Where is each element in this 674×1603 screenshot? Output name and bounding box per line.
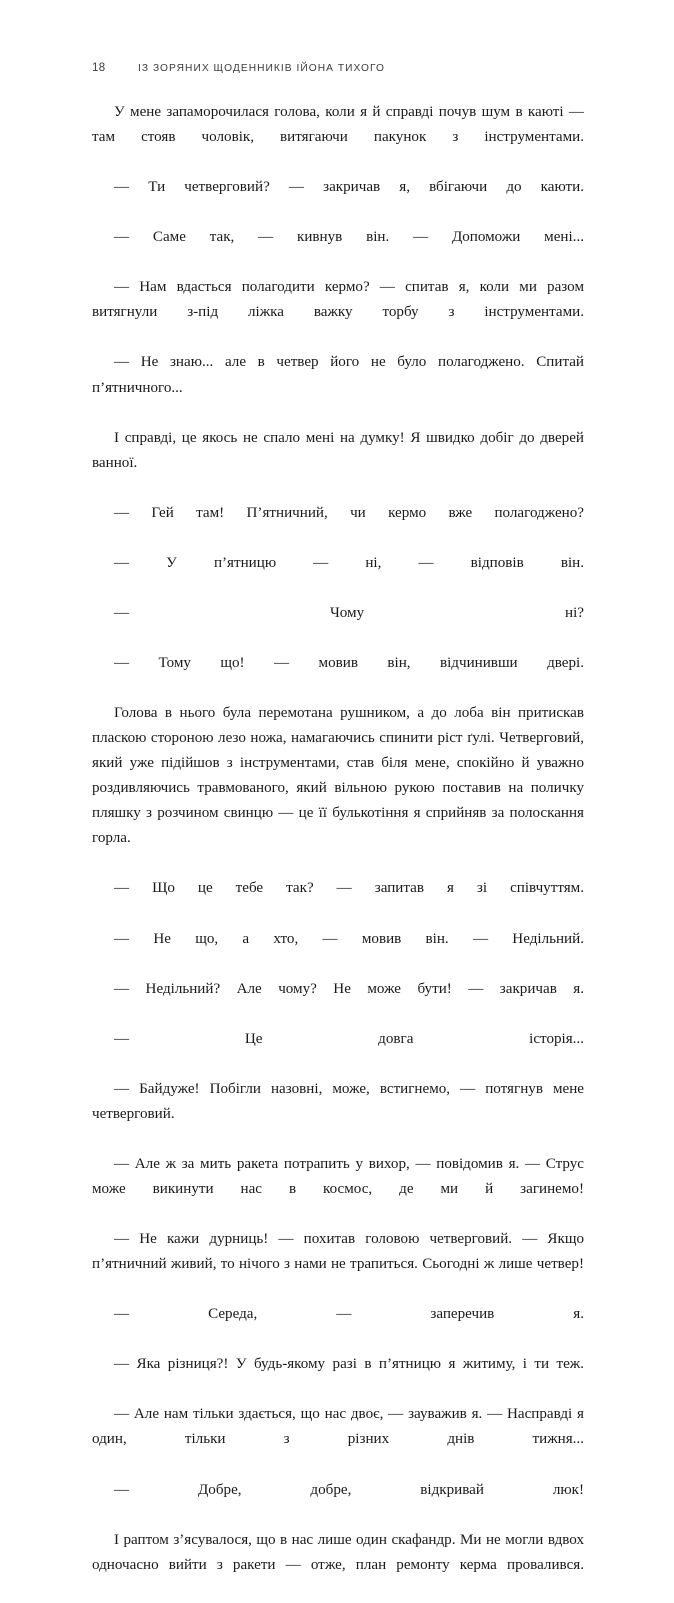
paragraph: — Але ж за мить ракета потрапить у вихор, — повідомив я. — Струс може викинути нас в космос, де ми й загинемо! [92, 1155, 584, 1198]
paragraph: — Нам вдасться полагодити кермо? — спитав я, коли ми разом витягнули з-під ліжка важку торбу з інструментами. [92, 279, 584, 321]
paragraph: — Але нам тільки здається, що нас двоє, — зауважив я. — Насправді я один, тільки з різних днів тижня... [92, 1406, 584, 1448]
paragraph: І раптом з’ясувалося, що в нас лише один скафандр. Ми не могли вдвох одночасно вийти з ракети — отже, план ремонту керма провалився. [92, 1531, 584, 1573]
paragraph: — Саме так, — кивнув він. — Допоможи мені... [114, 229, 584, 246]
paragraph: — Не знаю... але в четвер його не було полагоджено. Спитай п’ятничного... [92, 354, 584, 396]
paragraph: — Ти четверговий? — закричав я, вбігаючи до каюти. [114, 179, 584, 196]
paragraph: — Чому ні? [114, 604, 584, 621]
paragraph: — Байдуже! Побігли назовні, може, встигнемо, — потягнув мене четверговий. [92, 1080, 584, 1122]
paragraph: — Гей там! П’ятничний, чи кермо вже полагоджено? [114, 504, 584, 521]
paragraph: — Не кажи дурниць! — похитав головою четверговий. — Якщо п’ятничний живий, то нічого з нами не трапиться. Сьогодні ж лише четвер! [92, 1231, 584, 1273]
paragraph: — Що це тебе так? — запитав я зі співчуттям. [114, 880, 584, 897]
paragraph: — Не що, а хто, — мовив він. — Недільний. [114, 930, 584, 947]
paragraph: — Яка різниця?! У будь-якому разі в п’ятницю я житиму, і ти теж. [114, 1356, 584, 1373]
paragraph: — Середа, — заперечив я. [114, 1306, 584, 1323]
body-text-block [92, 100, 584, 1603]
paragraph: — Добре, добре, відкривай люк! [114, 1481, 584, 1498]
paragraph: У мене запаморочилася голова, коли я й справді почув шум в каюті — там стояв чоловік, витягаючи пакунок з інструментами. [92, 104, 584, 146]
paragraph: Голова в нього була перемотана рушником, а до лоба він притискав пласкою стороною лезо ножа, намагаючись спинити ріст ґулі. Четверговий, який уже підійшов з інструментами, став біля мене, спокійно й уважно роздивляючись травмованого, який вільною рукою поставив на поличку пляшку з розчином свинцю — це її булькотіння я сприйняв за полоскання горла. [92, 705, 584, 847]
running-head [92, 62, 584, 78]
running-head-title: ІЗ ЗОРЯНИХ ЩОДЕННИКІВ ІЙОНА ТИХОГО [138, 63, 385, 74]
paragraph: — Тому що! — мовив він, відчинивши двері. [114, 655, 584, 672]
paragraph: — У п’ятницю — ні, — відповів він. [114, 554, 584, 571]
paragraph: — Це довга історія... [114, 1030, 584, 1047]
paragraph: І справді, це якось не спало мені на думку! Я швидко добіг до дверей ванної. [92, 429, 584, 471]
paragraph: — Недільний? Але чому? Не може бути! — закричав я. [114, 980, 584, 997]
page-number: 18 [92, 62, 106, 74]
